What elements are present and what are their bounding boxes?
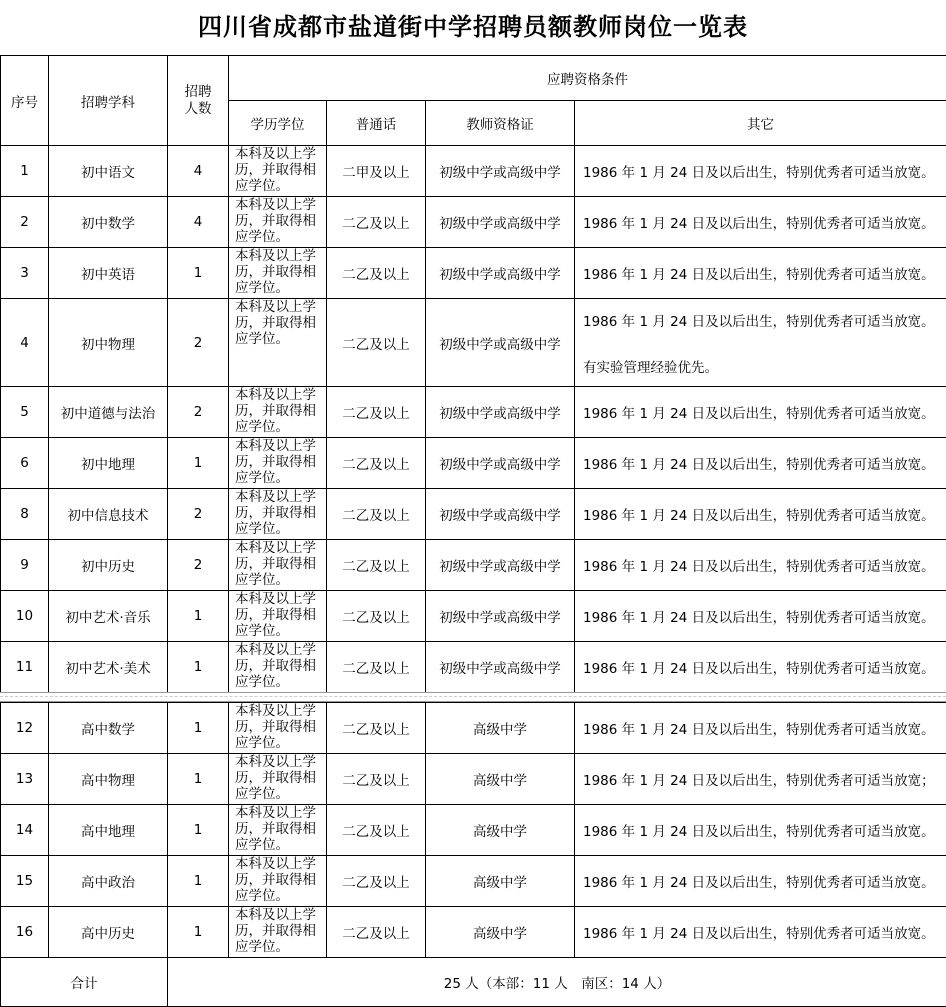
row-seq: 8 [1, 489, 49, 540]
row-certificate: 高级中学 [426, 805, 575, 856]
row-count: 4 [168, 197, 229, 248]
row-subject: 高中地理 [49, 805, 168, 856]
header-certificate: 教师资格证 [426, 101, 575, 146]
row-subject: 初中语文 [49, 146, 168, 197]
row-mandarin: 二乙及以上 [327, 591, 426, 642]
row-other: 1986 年 1 月 24 日及以后出生，特别优秀者可适当放宽。 [575, 907, 946, 958]
table-row [1, 754, 946, 805]
row-other: 1986 年 1 月 24 日及以后出生，特别优秀者可适当放宽。 [575, 805, 946, 856]
row-mandarin: 二乙及以上 [327, 856, 426, 907]
row-certificate: 初级中学或高级中学 [426, 197, 575, 248]
row-seq: 2 [1, 197, 49, 248]
row-seq: 10 [1, 591, 49, 642]
row-certificate: 高级中学 [426, 856, 575, 907]
positions-table-part1 [0, 55, 946, 693]
row-certificate: 初级中学或高级中学 [426, 299, 575, 387]
row-count: 2 [168, 489, 229, 540]
row-count: 1 [168, 805, 229, 856]
row-count: 2 [168, 299, 229, 387]
row-education: 本科及以上学历，并取得相应学位。 [229, 591, 327, 642]
table-row [1, 438, 946, 489]
row-education: 本科及以上学历，并取得相应学位。 [229, 146, 327, 197]
header-education: 学历学位 [229, 101, 327, 146]
row-count: 1 [168, 856, 229, 907]
row-education: 本科及以上学历，并取得相应学位。 [229, 805, 327, 856]
row-education: 本科及以上学历，并取得相应学位。 [229, 299, 327, 387]
table-row [1, 248, 946, 299]
row-mandarin: 二乙及以上 [327, 642, 426, 693]
row-count: 1 [168, 248, 229, 299]
row-certificate: 初级中学或高级中学 [426, 642, 575, 693]
row-education: 本科及以上学历，并取得相应学位。 [229, 907, 327, 958]
row-subject: 初中历史 [49, 540, 168, 591]
row-mandarin: 二乙及以上 [327, 489, 426, 540]
header-seq: 序号 [1, 56, 49, 146]
row-count: 1 [168, 591, 229, 642]
total-label: 合计 [1, 958, 168, 1007]
row-count: 2 [168, 387, 229, 438]
row-seq: 12 [1, 703, 49, 754]
row-count: 2 [168, 540, 229, 591]
header-count-label: 招聘人数 [183, 84, 213, 118]
table-row [1, 703, 946, 754]
table-row [1, 642, 946, 693]
row-other: 1986 年 1 月 24 日及以后出生，特别优秀者可适当放宽。 [575, 642, 946, 693]
row-subject: 初中英语 [49, 248, 168, 299]
row-seq: 16 [1, 907, 49, 958]
row-mandarin: 二乙及以上 [327, 299, 426, 387]
row-mandarin: 二乙及以上 [327, 197, 426, 248]
row-other: 1986 年 1 月 24 日及以后出生，特别优秀者可适当放宽。 [575, 540, 946, 591]
table-row [1, 540, 946, 591]
row-mandarin: 二乙及以上 [327, 754, 426, 805]
row-education: 本科及以上学历，并取得相应学位。 [229, 489, 327, 540]
row-subject: 高中数学 [49, 703, 168, 754]
header-count [168, 56, 229, 146]
page-title: 四川省成都市盐道街中学招聘员额教师岗位一览表 [0, 0, 946, 55]
row-other-extra: 有实验管理经验优先。 [583, 356, 946, 376]
row-seq: 9 [1, 540, 49, 591]
row-mandarin: 二乙及以上 [327, 907, 426, 958]
row-seq: 14 [1, 805, 49, 856]
row-count: 1 [168, 438, 229, 489]
row-education: 本科及以上学历，并取得相应学位。 [229, 197, 327, 248]
row-subject: 初中信息技术 [49, 489, 168, 540]
row-seq: 11 [1, 642, 49, 693]
row-other [575, 299, 946, 387]
table-row [1, 387, 946, 438]
row-mandarin: 二乙及以上 [327, 438, 426, 489]
table-row [1, 907, 946, 958]
row-mandarin: 二乙及以上 [327, 703, 426, 754]
row-other: 1986 年 1 月 24 日及以后出生，特别优秀者可适当放宽。 [575, 146, 946, 197]
row-subject: 初中数学 [49, 197, 168, 248]
row-other: 1986 年 1 月 24 日及以后出生，特别优秀者可适当放宽； [575, 754, 946, 805]
table-row [1, 197, 946, 248]
row-other: 1986 年 1 月 24 日及以后出生，特别优秀者可适当放宽。 [575, 248, 946, 299]
header-other: 其它 [575, 101, 946, 146]
row-education: 本科及以上学历，并取得相应学位。 [229, 540, 327, 591]
row-seq: 6 [1, 438, 49, 489]
row-mandarin: 二甲及以上 [327, 146, 426, 197]
row-certificate: 高级中学 [426, 907, 575, 958]
row-seq: 5 [1, 387, 49, 438]
row-other: 1986 年 1 月 24 日及以后出生，特别优秀者可适当放宽。 [575, 387, 946, 438]
row-seq: 15 [1, 856, 49, 907]
row-other: 1986 年 1 月 24 日及以后出生，特别优秀者可适当放宽。 [575, 856, 946, 907]
row-education: 本科及以上学历，并取得相应学位。 [229, 248, 327, 299]
row-other: 1986 年 1 月 24 日及以后出生，特别优秀者可适当放宽。 [575, 438, 946, 489]
row-certificate: 初级中学或高级中学 [426, 387, 575, 438]
row-other: 1986 年 1 月 24 日及以后出生，特别优秀者可适当放宽。 [575, 489, 946, 540]
row-mandarin: 二乙及以上 [327, 540, 426, 591]
row-certificate: 高级中学 [426, 703, 575, 754]
row-count: 4 [168, 146, 229, 197]
table-row [1, 805, 946, 856]
row-education: 本科及以上学历，并取得相应学位。 [229, 856, 327, 907]
header-subject: 招聘学科 [49, 56, 168, 146]
row-count: 1 [168, 754, 229, 805]
section-divider [0, 692, 946, 702]
row-seq: 13 [1, 754, 49, 805]
row-subject: 初中物理 [49, 299, 168, 387]
row-certificate: 初级中学或高级中学 [426, 540, 575, 591]
total-value: 25 人（本部：11 人 南区：14 人） [168, 958, 946, 1007]
table-row [1, 146, 946, 197]
positions-table-part2 [0, 702, 946, 1007]
row-subject: 高中历史 [49, 907, 168, 958]
table-row [1, 856, 946, 907]
row-mandarin: 二乙及以上 [327, 387, 426, 438]
row-subject: 初中地理 [49, 438, 168, 489]
row-certificate: 初级中学或高级中学 [426, 248, 575, 299]
row-certificate: 初级中学或高级中学 [426, 489, 575, 540]
row-seq: 1 [1, 146, 49, 197]
row-education: 本科及以上学历，并取得相应学位。 [229, 642, 327, 693]
row-subject: 初中艺术·美术 [49, 642, 168, 693]
row-subject: 高中政治 [49, 856, 168, 907]
table-row [1, 299, 946, 387]
table-row [1, 489, 946, 540]
row-seq: 4 [1, 299, 49, 387]
row-count: 1 [168, 907, 229, 958]
row-count: 1 [168, 703, 229, 754]
row-mandarin: 二乙及以上 [327, 248, 426, 299]
header-conditions: 应聘资格条件 [229, 56, 946, 101]
row-education: 本科及以上学历，并取得相应学位。 [229, 438, 327, 489]
row-certificate: 初级中学或高级中学 [426, 146, 575, 197]
row-seq: 3 [1, 248, 49, 299]
row-education: 本科及以上学历，并取得相应学位。 [229, 703, 327, 754]
header-mandarin: 普通话 [327, 101, 426, 146]
row-other-line: 1986 年 1 月 24 日及以后出生，特别优秀者可适当放宽。 [583, 314, 935, 330]
row-education: 本科及以上学历，并取得相应学位。 [229, 387, 327, 438]
row-education: 本科及以上学历，并取得相应学位。 [229, 754, 327, 805]
row-mandarin: 二乙及以上 [327, 805, 426, 856]
row-subject: 高中物理 [49, 754, 168, 805]
row-other: 1986 年 1 月 24 日及以后出生，特别优秀者可适当放宽。 [575, 197, 946, 248]
row-other: 1986 年 1 月 24 日及以后出生，特别优秀者可适当放宽。 [575, 591, 946, 642]
row-subject: 初中道德与法治 [49, 387, 168, 438]
row-subject: 初中艺术·音乐 [49, 591, 168, 642]
row-certificate: 初级中学或高级中学 [426, 591, 575, 642]
row-certificate: 初级中学或高级中学 [426, 438, 575, 489]
row-other: 1986 年 1 月 24 日及以后出生，特别优秀者可适当放宽。 [575, 703, 946, 754]
row-certificate: 高级中学 [426, 754, 575, 805]
table-row [1, 591, 946, 642]
row-count: 1 [168, 642, 229, 693]
